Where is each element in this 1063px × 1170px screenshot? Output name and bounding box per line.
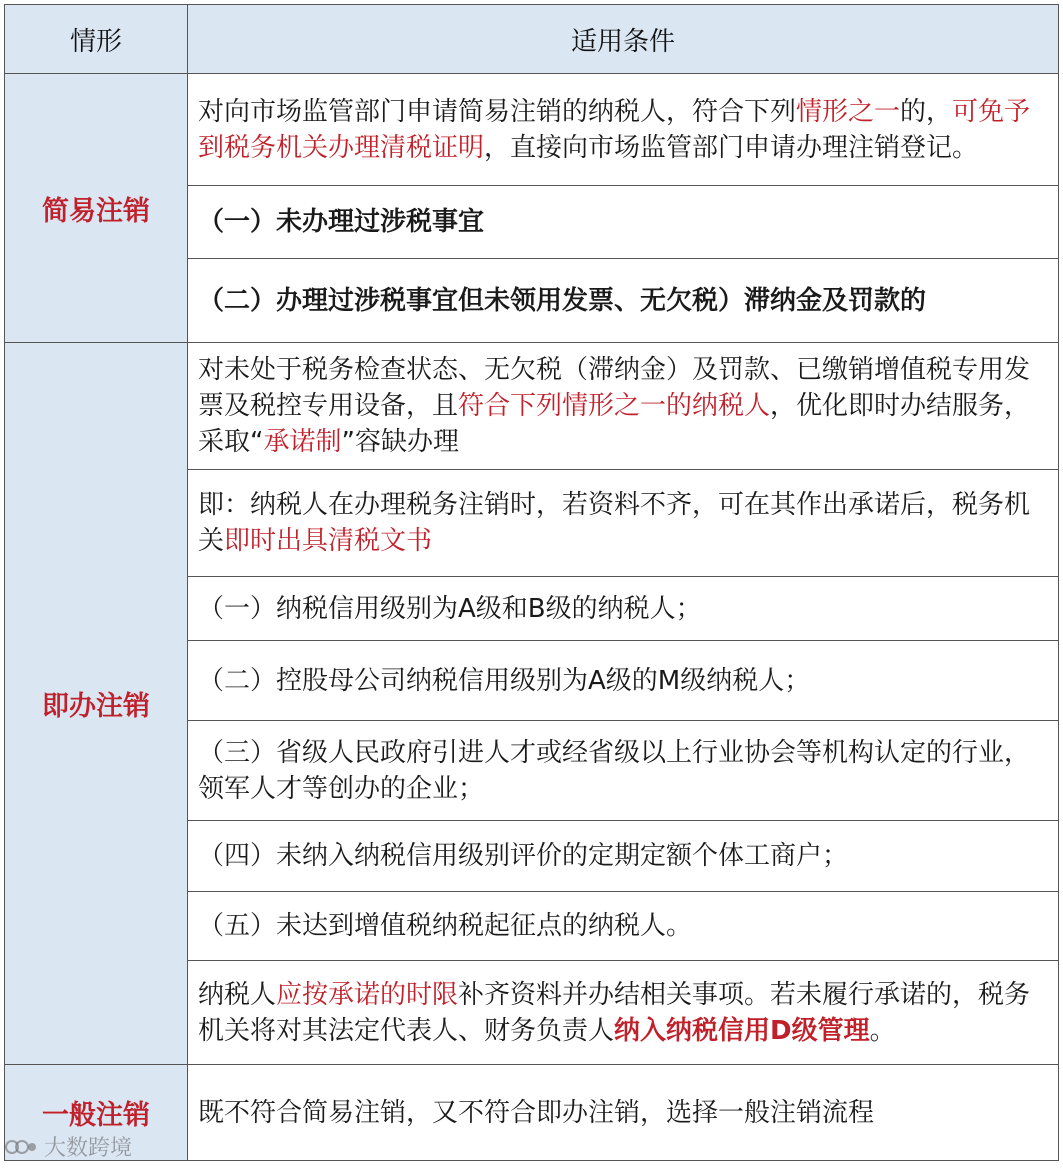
simple-item-1: （一）未办理过涉税事宜: [188, 186, 1059, 259]
header-situation: 情形: [5, 5, 188, 74]
instant-intro: 对未处于税务检查状态、无欠税（滞纳金）及罚款、已缴销增值税专用发票及税控专用设备，且符合下列情形之一的纳税人，优化即时办结服务，采取“承诺制”容缺办理: [188, 343, 1059, 470]
instant-explain: 即：纳税人在办理税务注销时，若资料不齐，可在其作出承诺后，税务机关即时出具清税文书: [188, 470, 1059, 577]
instant-item-2: （二）控股母公司纳税信用级别为A级的M级纳税人；: [188, 641, 1059, 721]
category-general: 一般注销: [5, 1065, 188, 1161]
category-simple: 简易注销: [5, 74, 188, 343]
highlight-text: 应按承诺的时限: [276, 979, 459, 1010]
highlight-text: 纳入纳税信用D级管理: [614, 1015, 870, 1046]
general-text: 既不符合简易注销，又不符合即办注销，选择一般注销流程: [188, 1065, 1059, 1161]
simple-intro: 对向市场监管部门申请简易注销的纳税人，符合下列情形之一的，可免予到税务机关办理清税证明，直接向市场监管部门申请办理注销登记。: [188, 74, 1059, 186]
instant-item-1: （一）纳税信用级别为A级和B级的纳税人；: [188, 577, 1059, 641]
watermark-logo-icon: [4, 1136, 38, 1158]
highlight-text: 情形之一: [796, 96, 901, 127]
deregistration-table: [4, 4, 1059, 1161]
instant-intro-row: [5, 343, 1059, 470]
highlight-text: 可免予到税务机关办理清税证明: [198, 96, 1031, 163]
instant-item-4: （四）未纳入纳税信用级别评价的定期定额个体工商户；: [188, 821, 1059, 892]
watermark-text: 大数跨境: [44, 1136, 133, 1161]
header-row: [5, 5, 1059, 74]
highlight-text: 即时出具清税文书: [224, 526, 433, 556]
general-row: [5, 1065, 1059, 1161]
simple-intro-row: [5, 74, 1059, 186]
instant-note: 纳税人应按承诺的时限补齐资料并办结相关事项。若未履行承诺的，税务机关将对其法定代表人、财务负责人纳入纳税信用D级管理。: [188, 961, 1059, 1065]
instant-item-3: （三）省级人民政府引进人才或经省级以上行业协会等机构认定的行业，领军人才等创办的企业；: [188, 721, 1059, 821]
instant-item-5: （五）未达到增值税纳税起征点的纳税人。: [188, 892, 1059, 961]
highlight-text: 承诺制: [263, 427, 342, 457]
header-conditions: 适用条件: [188, 5, 1059, 74]
watermark: [4, 1131, 132, 1162]
highlight-text: 符合下列情形之一的纳税人: [458, 391, 771, 421]
category-instant: 即办注销: [5, 343, 188, 1065]
simple-item-2: （二）办理过涉税事宜但未领用发票、无欠税）滞纳金及罚款的: [188, 259, 1059, 343]
